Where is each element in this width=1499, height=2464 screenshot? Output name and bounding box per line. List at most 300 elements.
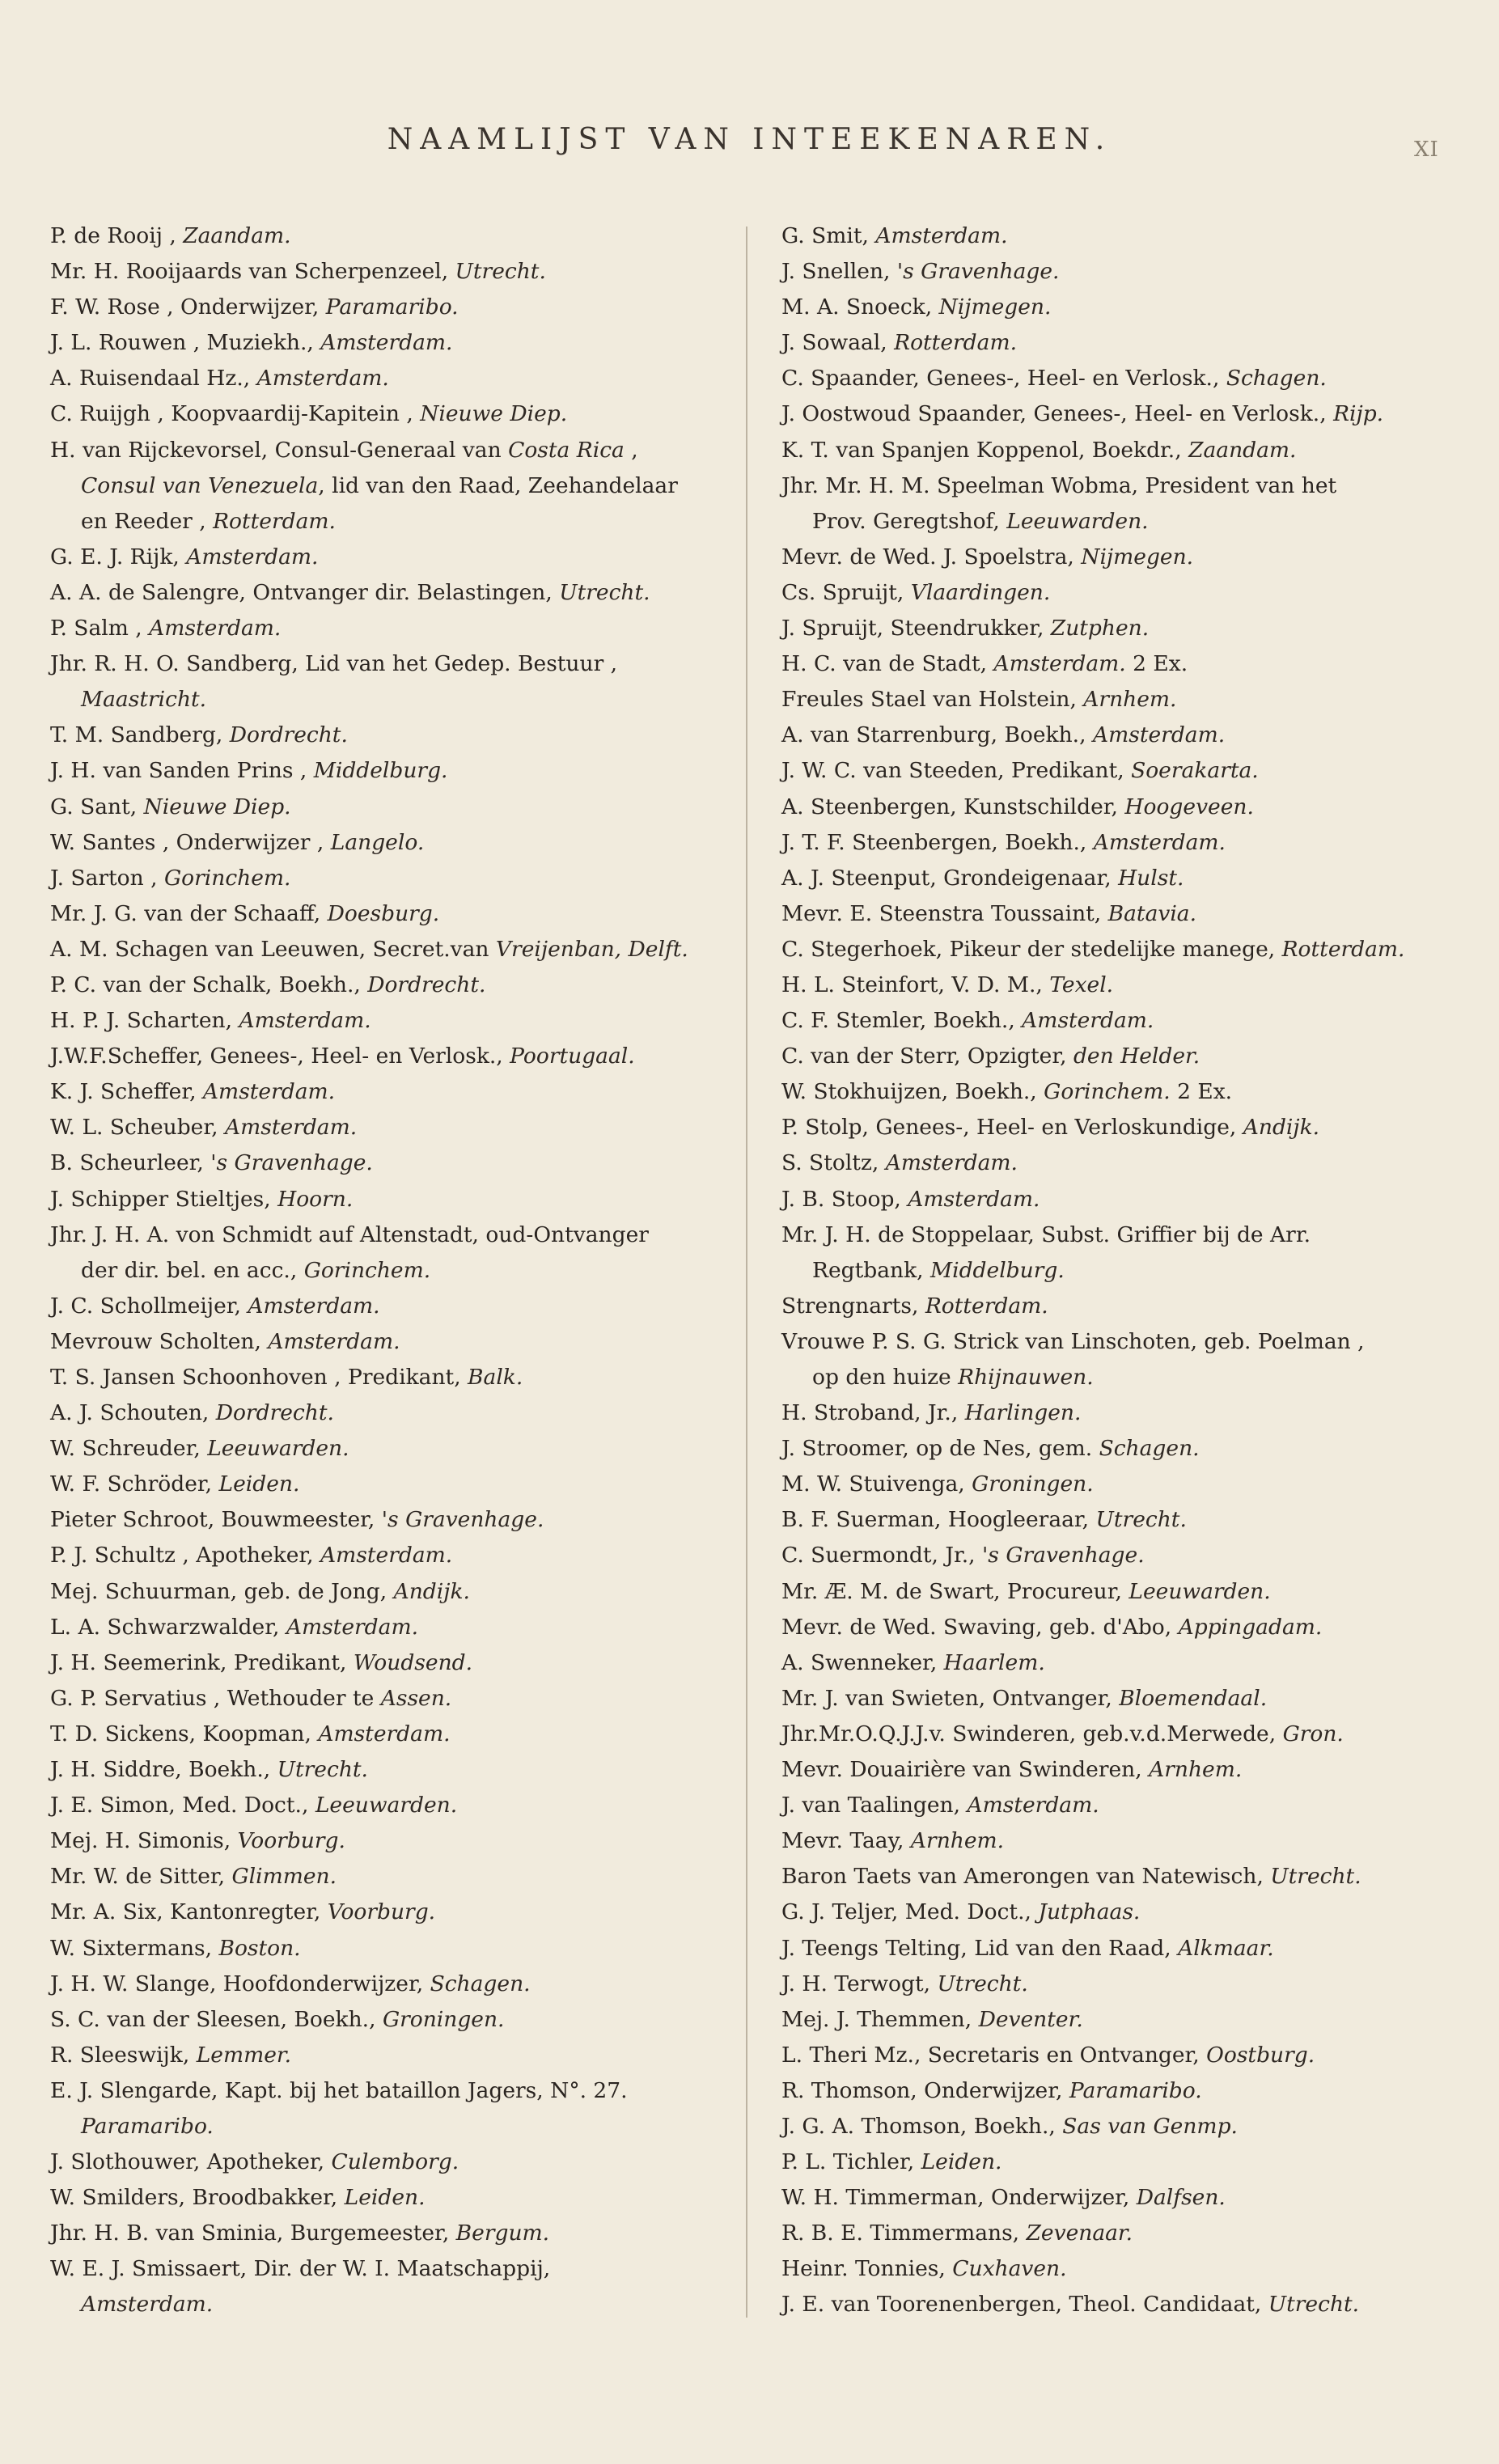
place-name: Leiden. [921,2149,1002,2175]
place-name: Amsterdam. [908,1186,1040,1212]
entry-text: J. Sarton , [50,865,164,891]
list-item-continuation [50,1253,722,1289]
entry-text: Mevr. de Wed. Swaving, geb. d'Abo, [781,1614,1179,1640]
list-item [50,1074,722,1110]
entry-text: A. van Starrenburg, Boekh., [781,722,1093,748]
list-item [781,1645,1453,1681]
entry-text: Mej. Schuurman, geb. de Jong, [50,1578,394,1604]
entry-text: W. F. Schröder, [50,1471,219,1497]
list-item [50,1788,722,1823]
list-item [50,2073,722,2109]
place-name: Arnhem. [1149,1757,1243,1783]
list-item [781,896,1453,932]
list-item-continuation [781,1253,1453,1289]
list-item [50,967,722,1003]
place-name: Amsterdam. [81,2292,214,2318]
entry-text: J. W. C. van Steeden, Predikant, [781,758,1132,784]
entry-text: Freules Stael van Holstein, [781,687,1084,713]
list-item [50,1467,722,1502]
list-item [781,2216,1453,2251]
entry-text: Jhr. R. H. O. Sandberg, Lid van het Gedep. Bestuur , [50,651,618,677]
entry-text: J. G. A. Thomson, Boekh., [781,2113,1063,2139]
place-name: Amsterdam. [967,1793,1099,1818]
list-item [781,825,1453,861]
place-name: Arnhem. [1083,687,1177,713]
place-name: Amsterdam. [320,330,453,356]
entry-text: en Reeder , [81,508,214,534]
entry-text: Mevr. Taay, [781,1828,911,1854]
place-name: Utrecht. [455,259,546,285]
list-item [50,790,722,825]
place-name: Amsterdam. [993,651,1126,677]
entry-text: T. S. Jansen Schoonhoven , Predikant, [50,1365,468,1390]
entry-text: Jhr. Mr. H. M. Speelman Wobma, President van het [781,472,1337,498]
entry-text: H. P. J. Scharten, [50,1008,239,1034]
entry-text: J. C. Schollmeijer, [50,1293,248,1319]
list-item [781,325,1453,361]
entry-text: C. van der Sterr, Opzigter, [781,1044,1073,1069]
list-item [781,1538,1453,1573]
place-name: Leeuwarden. [1006,508,1149,534]
place-name: Maastricht. [81,687,207,713]
place-name: Cuxhaven. [952,2256,1067,2282]
entry-text: G. Smit, [781,223,876,248]
place-name: Leiden. [344,2185,426,2211]
list-item [781,1752,1453,1788]
entry-text: K. J. Scheffer, [50,1079,203,1105]
entry-text: J. H. Terwogt, [781,1971,938,1996]
place-name: Andijk. [1243,1115,1320,1141]
list-item [781,1039,1453,1074]
place-name: Appingadam. [1178,1614,1323,1640]
place-name: 's Gravenhage. [982,1543,1145,1569]
list-item [781,1217,1453,1253]
place-name: Culemborg. [331,2149,459,2175]
place-name: Gron. [1282,1721,1344,1746]
list-item [781,1182,1453,1217]
list-item [50,361,722,396]
place-name: Nijmegen. [938,294,1052,320]
list-item [50,611,722,646]
entry-text: R. Sleeswijk, [50,2042,197,2068]
entry-text: W. Santes , Onderwijzer , [50,829,331,855]
list-item [781,1895,1453,1930]
list-item [781,1788,1453,1823]
place-name: Harlingen. [964,1400,1082,1426]
place-name: Utrecht. [277,1757,368,1783]
place-name: Amsterdam. [1093,829,1226,855]
list-item [781,932,1453,967]
list-item [50,1574,722,1610]
entry-text: C. Suermondt, Jr., [781,1543,983,1569]
list-item [50,2144,722,2180]
column-divider [746,227,747,2318]
list-item [781,611,1453,646]
list-item [50,1110,722,1145]
list-item [50,1502,722,1538]
place-name: Glimmen. [231,1864,337,1890]
entry-text: H. L. Steinfort, V. D. M., [781,972,1050,997]
entry-text: J. van Taalingen, [781,1793,968,1818]
entry-text: P. Salm , [50,616,150,641]
entry-text: Mevrouw Scholten, [50,1328,269,1354]
list-item [781,575,1453,611]
place-name: Voorburg. [327,1899,436,1925]
list-item [50,861,722,896]
place-name: Hoogeveen. [1124,794,1254,819]
list-item [781,218,1453,254]
list-item [781,361,1453,396]
entry-text: , [624,437,638,463]
list-item [781,540,1453,575]
list-item [50,932,722,967]
entry-text: J. H. Seemerink, Predikant, [50,1649,354,1675]
place-name: Gorinchem. [1044,1079,1171,1105]
place-name: Groningen. [972,1471,1094,1497]
list-item [50,575,722,611]
list-item [50,254,722,290]
list-item [781,682,1453,718]
place-name: Zaandam. [1188,437,1297,463]
place-name: Batavia. [1107,900,1197,926]
list-item [50,1752,722,1788]
list-item-continuation [50,682,722,718]
entry-text: Mr. J. G. van der Schaaff, [50,900,328,926]
entry-text: Mevr. Douairière van Swinderen, [781,1757,1150,1783]
place-name: Utrecht. [937,1971,1028,1996]
place-name: Rhijnauwen. [958,1365,1094,1390]
list-item [781,1574,1453,1610]
place-name: Amsterdam. [224,1115,358,1141]
entry-text: R. Thomson, Onderwijzer, [781,2077,1069,2103]
list-item [781,753,1453,789]
list-item-continuation [50,2109,722,2144]
place-name: Amsterdam. [885,1150,1018,1176]
place-name: Paramaribo. [1069,2077,1202,2103]
list-item [50,1039,722,1074]
place-name: Dordrecht. [229,722,348,748]
list-item [781,2002,1453,2038]
place-name: Gorinchem. [303,1257,431,1283]
place-name: Paramaribo. [325,294,459,320]
list-item [50,433,722,468]
place-name: Utrecht. [1095,1507,1187,1533]
list-item [781,1324,1453,1360]
place-name: Amsterdam. [875,223,1008,248]
entry-text: M. W. Stuivenga, [781,1471,972,1497]
entry-text: S. C. van der Sleesen, Boekh., [50,2006,383,2032]
entry-text: Mej. H. Simonis, [50,1828,238,1854]
entry-text: G. Sant, [50,794,144,819]
entry-text: A. Steenbergen, Kunstschilder, [781,794,1125,819]
list-item [781,646,1453,682]
place-name: Rotterdam. [213,508,336,534]
entry-text: Jhr.Mr.O.Q.J.J.v. Swinderen, geb.v.d.Merwede, [781,1721,1283,1746]
place-name: Schagen. [1226,366,1327,392]
subscriber-list-left-column [50,218,722,2323]
place-name: Lemmer. [196,2042,292,2068]
list-item [50,1610,722,1645]
list-item [50,1967,722,2002]
entry-text: W. L. Scheuber, [50,1115,225,1141]
place-name: Groningen. [382,2006,505,2032]
list-item [50,1289,722,1324]
entry-text: Prov. Geregtshof, [812,508,1007,534]
list-item [781,1681,1453,1717]
list-item [50,2038,722,2073]
entry-text: P. C. van der Schalk, Boekh., [50,972,368,997]
place-name: Amsterdam. [248,1293,380,1319]
entry-text: Mr. Æ. M. de Swart, Procureur, [781,1578,1129,1604]
list-item [781,2109,1453,2144]
entry-text: S. Stoltz, [781,1150,886,1176]
place-name: Rotterdam. [925,1293,1048,1319]
list-item [50,753,722,789]
place-name: Amsterdam. [318,1721,451,1746]
entry-text: Jhr. J. H. A. von Schmidt auf Altenstadt, oud-Ontvanger [50,1221,649,1247]
place-name: Nijmegen. [1081,544,1194,569]
entry-text: W. Sixtermans, [50,1935,219,1961]
list-item [50,1681,722,1717]
entry-text: J. Sowaal, [781,330,895,356]
place-name: Gorinchem. [163,865,291,891]
list-item [781,290,1453,325]
entry-text: H. C. van de Stadt, [781,651,994,677]
list-item [781,468,1453,504]
entry-text: C. F. Stemler, Boekh., [781,1008,1023,1034]
entry-text: G. J. Teljer, Med. Doct., [781,1899,1039,1925]
place-name: Sas van Genmp. [1062,2113,1238,2139]
list-item [50,2002,722,2038]
place-name: Amsterdam. [320,1543,453,1569]
place-name: Hoorn. [277,1186,354,1212]
page-title: NAAMLIJST VAN INTEEKENAREN. [387,123,1112,156]
list-item [781,1967,1453,2002]
entry-text: A. J. Schouten, [50,1400,216,1426]
list-item [50,1895,722,1930]
entry-text: P. Stolp, Genees-, Heel- en Verloskundige, [781,1115,1243,1141]
place-name: Schagen. [1099,1436,1200,1462]
place-name: Deventer. [978,2006,1083,2032]
entry-text: J. Teengs Telting, Lid van den Raad, [781,1935,1179,1961]
place-name: Amsterdam. [149,616,282,641]
entry-text: T. D. Sickens, Koopman, [50,1721,319,1746]
place-name: Schagen. [430,1971,531,1996]
list-item [50,1217,722,1253]
place-name: Amsterdam. [256,366,389,392]
list-item [50,1145,722,1181]
entry-text: Pieter Schroot, Bouwmeester, [50,1507,382,1533]
place-name: Amsterdam. [1022,1008,1154,1034]
entry-text: W. E. J. Smissaert, Dir. der W. I. Maatschappij, [50,2256,551,2282]
list-item [781,254,1453,290]
entry-text: P. L. Tichler, [781,2149,921,2175]
place-name: Utrecht. [1268,2292,1360,2318]
list-item [50,1395,722,1431]
place-name: Vreijenban, Delft. [495,936,688,962]
place-name: Middelburg. [929,1257,1065,1283]
list-item [50,1538,722,1573]
entry-text: M. A. Snoeck, [781,294,939,320]
place-name: Bergum. [455,2221,550,2246]
place-name: Leiden. [218,1471,300,1497]
entry-text: J. Slothouwer, Apotheker, [50,2149,332,2175]
entry-text: Heinr. Tonnies, [781,2256,953,2282]
entry-text: W. Stokhuijzen, Boekh., [781,1079,1044,1105]
place-name: Dalfsen. [1136,2185,1226,2211]
entry-text: W. Schreuder, [50,1436,208,1462]
place-name: Leeuwarden. [207,1436,349,1462]
place-name: Amsterdam. [239,1008,371,1034]
place-name: Boston. [218,1935,301,1961]
entry-text: E. J. Slengarde, Kapt. bij het bataillon Jagers, N°. 27. [50,2077,628,2103]
place-name: Utrecht. [559,579,650,605]
list-item [50,290,722,325]
entry-text: A. Ruisendaal Hz., [50,366,257,392]
entry-text: G. P. Servatius , Wethouder te [50,1685,381,1711]
place-name: Utrecht. [1270,1864,1361,1890]
place-name: Amsterdam. [268,1328,400,1354]
list-item [781,1823,1453,1859]
place-name: Rotterdam. [894,330,1017,356]
place-name: Oostburg. [1206,2042,1315,2068]
list-item [781,2073,1453,2109]
place-name: Amsterdam. [186,544,319,569]
place-name: Bloemendaal. [1119,1685,1268,1711]
list-item [781,790,1453,825]
list-item [781,1502,1453,1538]
place-name: Leeuwarden. [315,1793,458,1818]
entry-text: A. Swenneker, [781,1649,944,1675]
place-name: Costa Rica [508,437,625,463]
list-item [50,718,722,753]
entry-text: B. Scheurleer, [50,1150,211,1176]
list-item [781,396,1453,432]
list-item [50,218,722,254]
entry-text: T. M. Sandberg, [50,722,230,748]
entry-text: J. Stroomer, op de Nes, gem. [781,1436,1099,1462]
place-name: Doesburg. [327,900,440,926]
entry-text: P. de Rooij , [50,223,184,248]
place-name: Andijk. [393,1578,470,1604]
list-item [50,1717,722,1752]
place-name: 's Gravenhage. [381,1507,544,1533]
place-name: Zaandam. [183,223,291,248]
place-name: Langelo. [330,829,425,855]
entry-text: Mr. W. de Sitter, [50,1864,232,1890]
list-item [781,1717,1453,1752]
entry-text: W. H. Timmerman, Onderwijzer, [781,2185,1137,2211]
entry-text: A. J. Steenput, Grondeigenaar, [781,865,1119,891]
place-name: Woudsend. [353,1649,473,1675]
entry-text: H. Stroband, Jr., [781,1400,965,1426]
entry-text: C. Stegerhoek, Pikeur der stedelijke manege, [781,936,1282,962]
place-name: Poortugaal. [510,1044,635,1069]
entry-text: C. Spaander, Genees-, Heel- en Verlosk., [781,366,1226,392]
list-item [781,1431,1453,1467]
entry-text: Mej. J. Themmen, [781,2006,979,2032]
entry-text: op den huize [812,1365,959,1390]
list-item [50,1182,722,1217]
list-item [781,2251,1453,2287]
place-name: Hulst. [1118,865,1184,891]
list-item [50,1003,722,1039]
place-name: Zevenaar. [1026,2221,1133,2246]
entry-text: Mevr. E. Steenstra Toussaint, [781,900,1108,926]
place-name: Nieuwe Diep. [420,401,568,427]
entry-text: Cs. Spruijt, [781,579,911,605]
entry-text: Mr. A. Six, Kantonregter, [50,1899,328,1925]
entry-text: L. Theri Mz., Secretaris en Ontvanger, [781,2042,1207,2068]
list-item [50,396,722,432]
entry-text: G. E. J. Rijk, [50,544,187,569]
list-item [50,1859,722,1895]
entry-text: J.W.F.Scheffer, Genees-, Heel- en Verlosk., [50,1044,510,1069]
place-name: 's Gravenhage. [896,259,1060,285]
entry-text: J. L. Rouwen , Muziekh., [50,330,321,356]
list-item-continuation [50,504,722,540]
place-name: Assen. [380,1685,452,1711]
list-item [50,1931,722,1967]
list-item [50,646,722,682]
list-item [50,1324,722,1360]
entry-text: J. H. Siddre, Boekh., [50,1757,277,1783]
place-name: Arnhem. [910,1828,1005,1854]
entry-text: Strengnarts, [781,1293,925,1319]
entry-text: der dir. bel. en acc., [81,1257,304,1283]
place-name: Voorburg. [237,1828,345,1854]
subscriber-list-right-column [781,218,1453,2323]
place-name: Jutphaas. [1038,1899,1141,1925]
list-item [50,896,722,932]
list-item [781,1859,1453,1895]
list-item [50,2251,722,2287]
entry-text: J. Schipper Stieltjes, [50,1186,278,1212]
list-item [781,2038,1453,2073]
entry-text: Baron Taets van Amerongen van Natewisch, [781,1864,1271,1890]
place-name: Nieuwe Diep. [143,794,291,819]
entry-text: B. F. Suerman, Hoogleeraar, [781,1507,1096,1533]
list-item-continuation [50,468,722,504]
list-item [781,861,1453,896]
entry-text: L. A. Schwarzwalder, [50,1614,286,1640]
entry-text: H. van Rijckevorsel, Consul-Generaal van [50,437,509,463]
list-item [781,718,1453,753]
list-item [781,2144,1453,2180]
entry-text: Mr. H. Rooijaards van Scherpenzeel, [50,259,455,285]
entry-text: K. T. van Spanjen Koppenol, Boekdr., [781,437,1189,463]
list-item [781,1610,1453,1645]
entry-text: 2 Ex. [1125,651,1188,677]
entry-text: Regtbank, [812,1257,930,1283]
page-number: XI [1414,138,1439,162]
entry-text: W. Smilders, Broodbakker, [50,2185,345,2211]
list-item [781,1003,1453,1039]
list-item [781,1395,1453,1431]
place-name: Consul van Venezuela [81,472,319,498]
list-item [781,967,1453,1003]
list-item [781,2287,1453,2322]
list-item [781,1289,1453,1324]
entry-text: A. A. de Salengre, Ontvanger dir. Belastingen, [50,579,560,605]
entry-text: A. M. Schagen van Leeuwen, Secret.van [50,936,496,962]
entry-text: R. B. E. Timmermans, [781,2221,1027,2246]
list-item-continuation [781,504,1453,540]
list-item [50,2180,722,2216]
list-item-continuation [781,1360,1453,1395]
place-name: Middelburg. [313,758,448,784]
place-name: Zutphen. [1050,616,1150,641]
